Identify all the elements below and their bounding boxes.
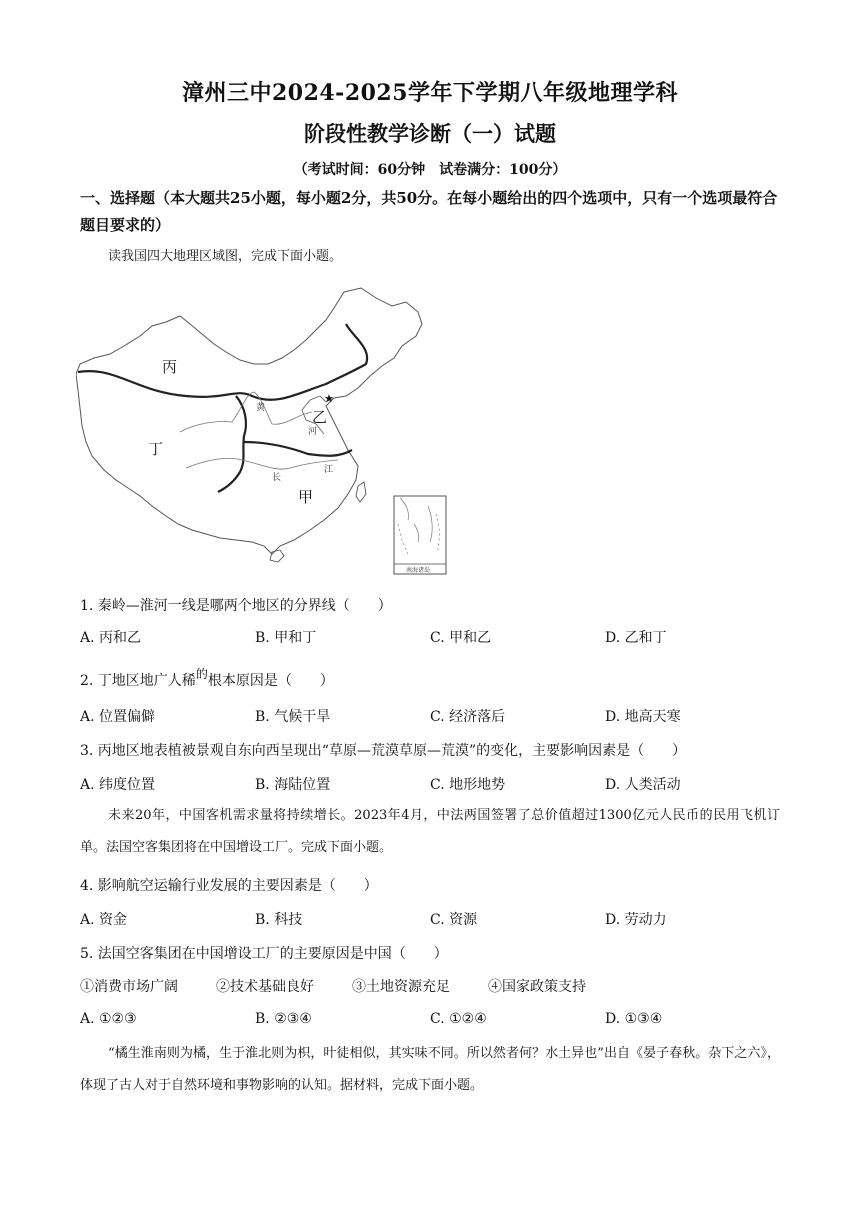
china-regions-map [76,284,452,580]
region-label-bing: 丙 [162,358,178,376]
question-2-option-d[interactable]: D. 地高天寒 [605,709,681,725]
south-sea-inset [394,496,446,574]
question-2-stem-pre: 2. 丁地区地广人稀 [80,673,196,689]
question-1-option-a[interactable]: A. 丙和乙 [80,630,142,646]
river-char-chang: 长 [272,473,282,483]
region-label-ding: 丁 [148,440,164,458]
yangtze-river [186,458,338,469]
question-1-options [80,627,780,647]
question-1-option-b[interactable]: B. 甲和丁 [255,630,317,646]
question-5-option-b[interactable]: B. ②③④ [255,1011,312,1027]
question-4-option-b[interactable]: B. 科技 [255,912,303,928]
exam-info: （考试时间：60分钟 试卷满分：100分） [293,162,567,178]
question-3-options [80,774,780,794]
question-5-options [80,1011,780,1031]
question-3-option-b[interactable]: B. 海陆位置 [255,777,331,793]
question-2-stem [80,667,334,690]
section-heading: 一、选择题（本大题共25小题，每小题2分，共50分。在每小题给出的四个选项中，只有一个选项最符合题目要求的） [80,189,778,234]
question-5-option-c[interactable]: C. ①②④ [430,1011,487,1027]
question-5-item-1: ①消费市场广阔 [80,979,178,995]
map-intro: 读我国四大地理区域图，完成下面小题。 [108,249,343,264]
question-1-option-d[interactable]: D. 乙和丁 [605,630,667,646]
question-5-stem: 5. 法国空客集团在中国增设工厂的主要原因是中国（ ） [80,946,448,962]
question-1-option-c[interactable]: C. 甲和乙 [430,630,492,646]
exam-subtitle: 阶段性教学诊断（一）试题 [304,121,556,146]
question-5-option-a[interactable]: A. ①②③ [80,1011,137,1027]
river-char-huang: 黄 [256,403,266,413]
inset-label: 南海诸岛 [406,567,431,574]
question-3-option-a[interactable]: A. 纬度位置 [80,777,156,793]
question-1-stem: 1. 秦岭—淮河一线是哪两个地区的分界线（ ） [80,598,392,614]
question-4-option-c[interactable]: C. 资源 [430,912,478,928]
question-2-stem-post: 根本原因是（ ） [207,673,334,689]
question-2-stem-sup: 的 [195,667,208,681]
river-char-he: 河 [308,427,318,437]
hainan-island [270,550,284,562]
passage-orange: “橘生淮南则为橘，生于淮北则为枳，叶徒相似，其实味不同。所以然者何？水土异也”出自《晏子春秋。杂下之六》，体现了古人对于自然环境和事物影响的认知。据材料，完成下面小题。 [80,1046,780,1093]
question-5-item-3: ③土地资源充足 [352,979,450,995]
china-outline [76,288,422,554]
region-label-yi: 乙 [312,408,328,426]
region-label-jia: 甲 [298,488,314,506]
question-5-item-4: ④国家政策支持 [488,979,586,995]
question-2-option-a[interactable]: A. 位置偏僻 [80,709,156,725]
capital-star: ★ [324,392,334,405]
question-3-option-d[interactable]: D. 人类活动 [605,777,681,793]
question-2-option-b[interactable]: B. 气候干旱 [255,709,331,725]
exam-title: 漳州三中2024-2025学年下学期八年级地理学科 [181,80,679,106]
question-2-options [80,706,780,726]
qinghai-tibet-boundary [218,396,246,492]
question-4-option-d[interactable]: D. 劳动力 [605,912,667,928]
question-2-option-c[interactable]: C. 经济落后 [430,709,506,725]
question-4-option-a[interactable]: A. 资金 [80,912,128,928]
question-5-option-d[interactable]: D. ①③④ [605,1011,663,1027]
question-5-item-2: ②技术基础良好 [216,979,314,995]
question-4-options [80,909,780,929]
qinling-huaihe-line [244,442,352,456]
question-4-stem: 4. 影响航空运输行业发展的主要因素是（ ） [80,878,378,894]
passage-aircraft: 未来20年，中国客机需求量将持续增长。2023年4月，中法两国签署了总价值超过1300亿元人民币的民用飞机订单。法国空客集团将在中国增设工厂。完成下面小题。 [80,808,780,855]
taiwan-island [356,482,366,502]
north-northwest-boundary [78,324,367,400]
question-3-option-c[interactable]: C. 地形地势 [430,777,506,793]
river-char-jiang: 江 [324,465,334,475]
question-3-stem: 3. 丙地区地表植被景观自东向西呈现出“草原—荒漠草原—荒漠”的变化，主要影响因素是（ ） [80,743,687,759]
